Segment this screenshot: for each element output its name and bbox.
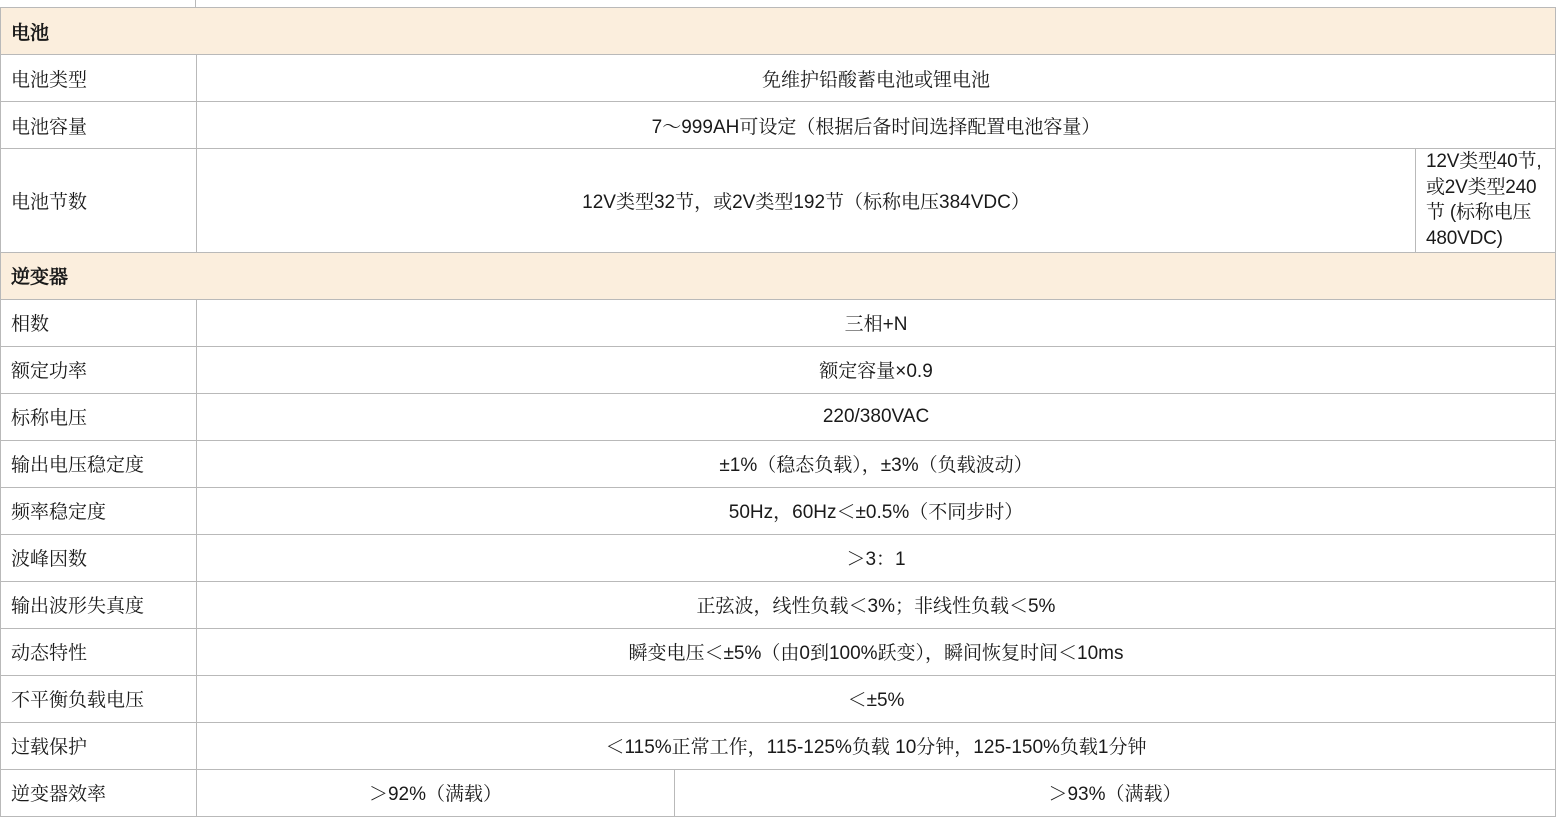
row-value-battery-capacity: 7～999AH可设定（根据后备时间选择配置电池容量） xyxy=(197,102,1556,149)
row-value-crest-factor: ＞3：1 xyxy=(197,534,1556,581)
table-row xyxy=(1,440,1556,487)
row-value-inverter-efficiency-a: ＞92%（满载） xyxy=(197,769,675,816)
section-title-battery: 电池 xyxy=(1,8,1556,55)
row-label-overload-protection: 过载保护 xyxy=(1,722,197,769)
table-row xyxy=(1,299,1556,346)
table-row xyxy=(1,393,1556,440)
table-row xyxy=(1,675,1556,722)
row-value-waveform-distortion: 正弦波，线性负载＜3%；非线性负载＜5% xyxy=(197,581,1556,628)
row-value-dynamic-characteristics: 瞬变电压＜±5%（由0到100%跃变），瞬间恢复时间＜10ms xyxy=(197,628,1556,675)
table-row xyxy=(1,769,1556,816)
row-label-rated-power: 额定功率 xyxy=(1,346,197,393)
specification-table xyxy=(0,7,1556,817)
table-top-edge xyxy=(0,0,1415,7)
table-row xyxy=(1,487,1556,534)
row-value-phase: 三相+N xyxy=(197,299,1556,346)
table-row xyxy=(1,722,1556,769)
row-label-output-voltage-stability: 输出电压稳定度 xyxy=(1,440,197,487)
row-value-battery-type: 免维护铅酸蓄电池或锂电池 xyxy=(197,55,1556,102)
row-label-unbalanced-load-voltage: 不平衡负载电压 xyxy=(1,675,197,722)
table-row xyxy=(1,102,1556,149)
row-label-inverter-efficiency: 逆变器效率 xyxy=(1,769,197,816)
row-note-battery-count: 12V类型40节, 或2V类型240节 (标称电压480VDC) xyxy=(1416,149,1556,253)
top-edge-value-column xyxy=(196,0,1415,7)
section-header-row xyxy=(1,252,1556,299)
section-header-row xyxy=(1,8,1556,55)
table-row xyxy=(1,346,1556,393)
row-value-frequency-stability: 50Hz，60Hz＜±0.5%（不同步时） xyxy=(197,487,1556,534)
top-edge-label-column xyxy=(0,0,196,7)
table-row xyxy=(1,581,1556,628)
row-value-output-voltage-stability: ±1%（稳态负载），±3%（负载波动） xyxy=(197,440,1556,487)
row-label-waveform-distortion: 输出波形失真度 xyxy=(1,581,197,628)
table-row xyxy=(1,628,1556,675)
table-row xyxy=(1,534,1556,581)
row-label-battery-type: 电池类型 xyxy=(1,55,197,102)
row-value-rated-power: 额定容量×0.9 xyxy=(197,346,1556,393)
row-label-dynamic-characteristics: 动态特性 xyxy=(1,628,197,675)
section-title-inverter: 逆变器 xyxy=(1,252,1556,299)
table-row xyxy=(1,55,1556,102)
row-label-crest-factor: 波峰因数 xyxy=(1,534,197,581)
row-value-nominal-voltage: 220/380VAC xyxy=(197,393,1556,440)
row-label-battery-capacity: 电池容量 xyxy=(1,102,197,149)
row-label-battery-count: 电池节数 xyxy=(1,149,197,253)
row-value-overload-protection: ＜115%正常工作，115-125%负载 10分钟，125-150%负载1分钟 xyxy=(197,722,1556,769)
row-value-battery-count: 12V类型32节，或2V类型192节（标称电压384VDC） xyxy=(197,149,1416,253)
row-label-nominal-voltage: 标称电压 xyxy=(1,393,197,440)
table-row xyxy=(1,149,1556,253)
row-label-phase: 相数 xyxy=(1,299,197,346)
row-value-inverter-efficiency-b: ＞93%（满载） xyxy=(675,769,1556,816)
row-value-unbalanced-load-voltage: ＜±5% xyxy=(197,675,1556,722)
row-label-frequency-stability: 频率稳定度 xyxy=(1,487,197,534)
